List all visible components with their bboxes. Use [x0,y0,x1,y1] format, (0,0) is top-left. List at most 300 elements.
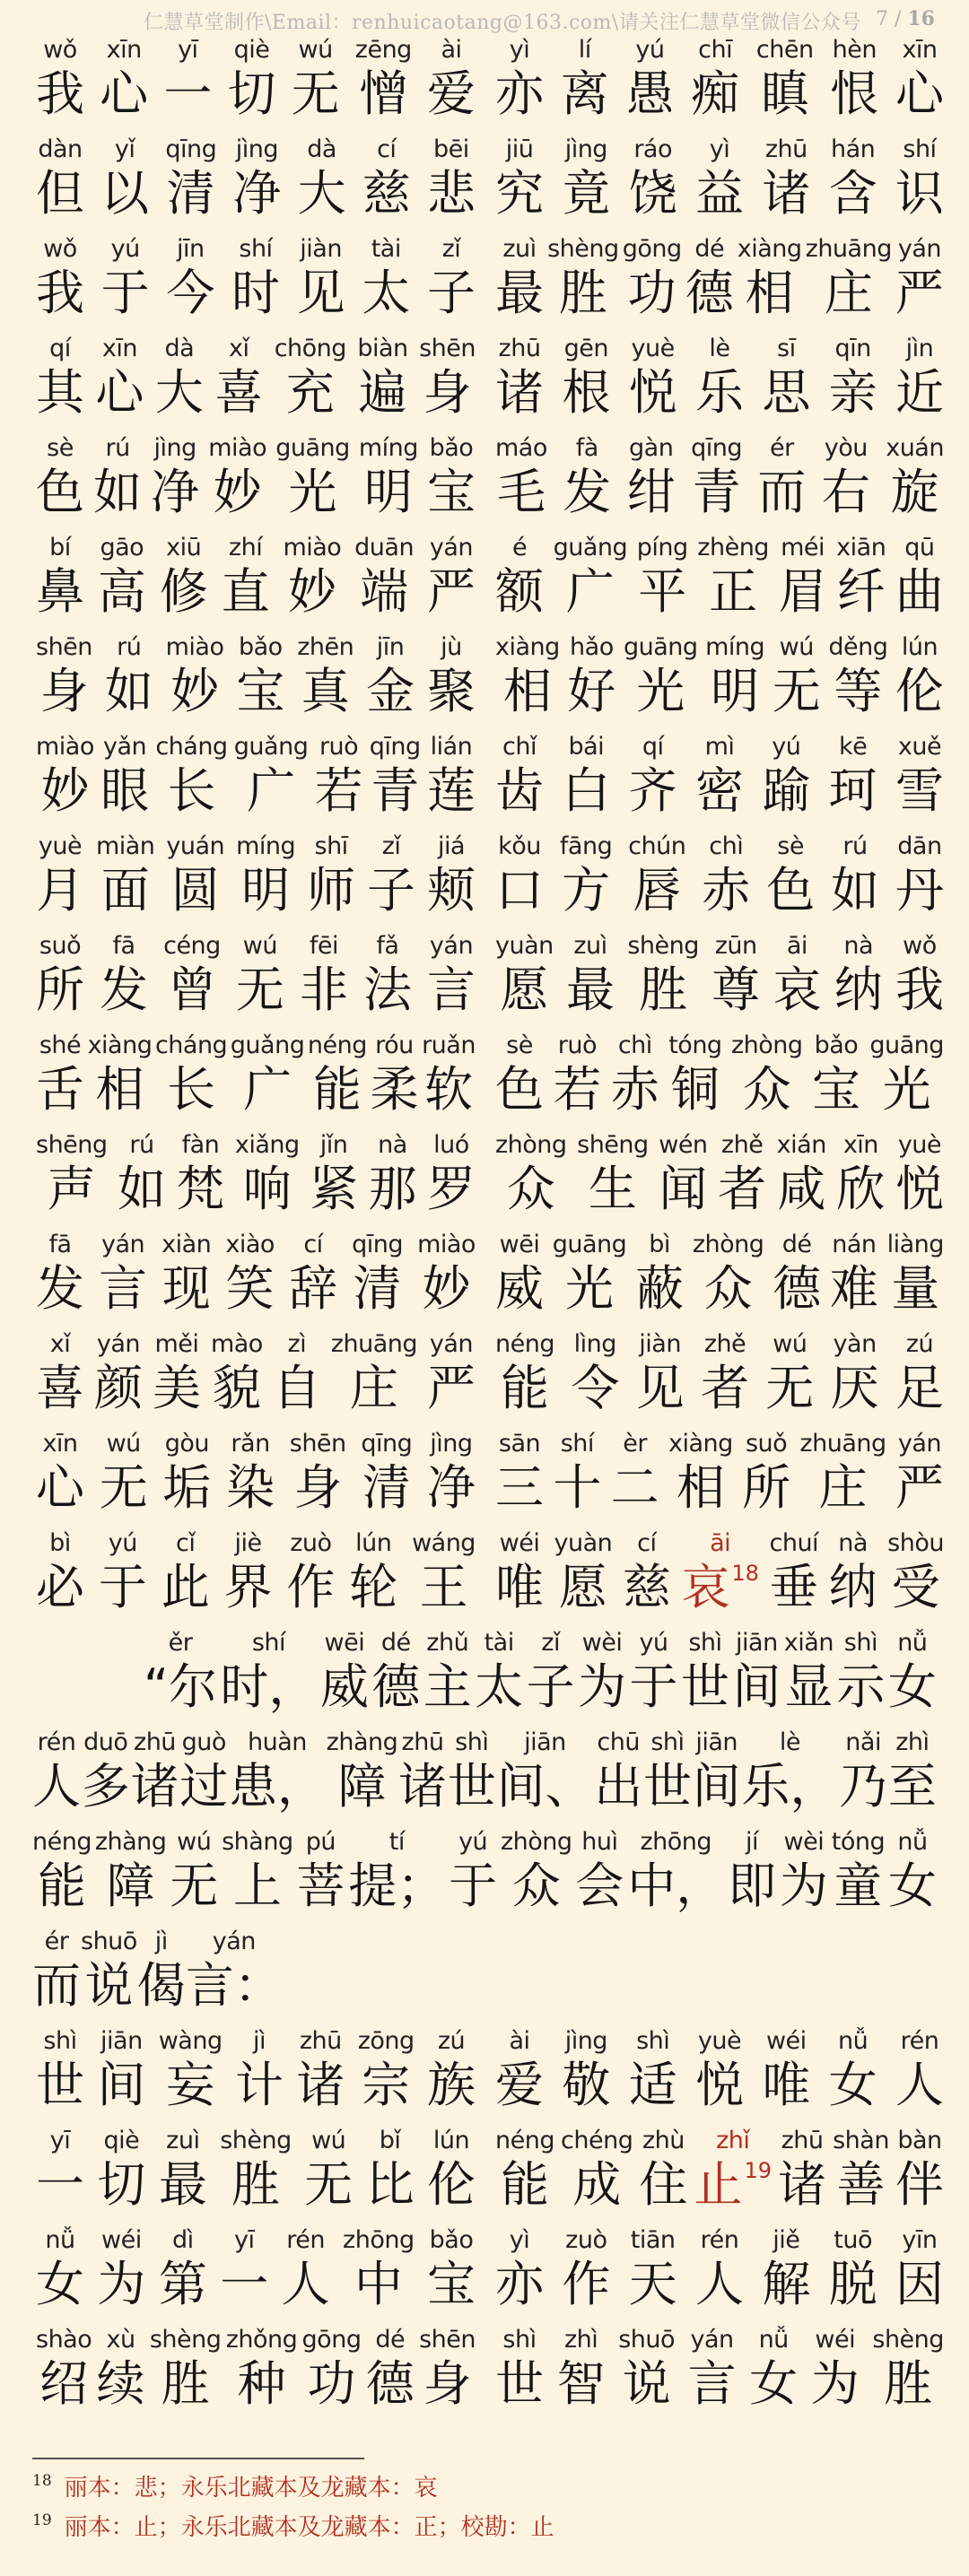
character-cell [36,34,84,122]
hanzi: 哀$^{18}$ [681,1559,759,1615]
hanzi: 益 [694,165,744,222]
character-cell [495,2324,544,2412]
hanzi: 密 [694,762,744,819]
character-cell [236,631,284,719]
character-cell [98,532,146,620]
pinyin: fàn [181,1131,220,1159]
hanzi: 量 [891,1260,940,1317]
character-cell [427,2025,476,2113]
hanzi: 喜 [36,1360,84,1416]
hanzi: 我 [895,962,944,1018]
hanzi: 上 [232,1858,282,1914]
verse-left-half [36,1129,476,1229]
pinyin: zǐ [381,832,401,860]
character-cell [495,731,544,819]
pinyin: zǐ [541,1629,560,1657]
pinyin: tóng [668,1031,722,1059]
character-cell [427,731,476,819]
verse-right-half [495,930,944,1030]
character-cell [331,1328,417,1416]
pinyin: biàn [357,335,408,362]
pinyin: èr [623,1430,648,1458]
verse-right-half [495,134,944,233]
pinyin: shì [43,2027,77,2055]
pinyin: míng [705,633,765,661]
character-cell [100,34,148,122]
hanzi: 而 [757,464,807,520]
character-cell [831,1328,879,1416]
pinyin: jǐn [319,1131,348,1159]
character-cell [711,930,760,1018]
hanzi: 纳 [828,1559,877,1615]
pinyin: wéi [815,2326,856,2354]
hanzi: 高 [97,563,146,620]
pinyin: zōng [357,2027,415,2055]
hanzi: 此 [161,1559,210,1615]
pinyin: yán [429,932,474,960]
pinyin: kǒu [498,832,541,860]
pinyin: āi [786,932,808,960]
hanzi: 庄 [824,265,873,321]
pinyin: jì [154,1928,168,1955]
hanzi: 曲 [895,563,944,620]
pinyin: méi [781,534,825,561]
pinyin: é [511,534,528,561]
prose-line [0,1926,969,2025]
character-cell [236,930,284,1018]
hanzi: 染 [226,1459,275,1516]
hanzi: 身 [39,663,89,719]
character-cell [100,930,148,1018]
pinyin: zhuāng [805,235,892,263]
pinyin: shèng [220,2127,292,2154]
footnotes [32,2468,938,2547]
character-cell [159,2025,223,2113]
verse-right-half [495,2025,944,2125]
pinyin: huì [581,1828,618,1856]
character-cell [688,2324,737,2412]
pinyin: yán [429,1330,474,1358]
verse-line [0,1428,969,1527]
hanzi: 二 [610,1459,659,1516]
pinyin: hèn [832,36,877,64]
pinyin: yú [458,1828,488,1856]
pinyin: zhū [764,135,808,163]
pinyin: shí [251,1629,286,1657]
hanzi: 于 [98,1559,147,1615]
character-cell [869,1030,944,1118]
hanzi: 威 [319,1658,369,1715]
hanzi: 显 [784,1658,834,1715]
hanzi: 白 [562,762,611,819]
character-cell [691,34,739,122]
hanzi: 妙 [40,762,90,819]
pinyin: yán [212,1928,256,1955]
pinyin: zhèng [697,534,769,561]
hanzi: 净 [232,165,282,222]
character-cell [495,34,544,122]
hanzi: 第 [158,2256,207,2312]
hanzi: 庄 [349,1360,398,1416]
pinyin: yǎn [103,733,147,761]
character-cell [577,1129,649,1217]
pinyin: shí [560,1430,594,1458]
pinyin: yì [709,135,730,163]
hanzi: 悲 [426,165,476,222]
character-cell [352,1229,403,1317]
character-cell [895,2025,944,2113]
pinyin: wú [242,932,277,960]
hanzi: 诸 [762,165,811,222]
hanzi: 竟 [562,165,611,222]
character-cell [282,2224,330,2312]
hanzi: 患， [228,1758,326,1815]
pinyin: lún [355,1529,392,1557]
character-cell [895,930,944,1018]
character-cell [624,631,698,719]
pinyin: kē [839,733,868,761]
hanzi: 严 [895,265,944,321]
hanzi: 铜 [670,1061,720,1118]
character-cell [36,2324,92,2412]
hanzi: 含 [828,165,877,222]
footnote-text: 丽本：悲；永乐北藏本及龙藏本：哀 [64,2475,438,2502]
hanzi: 爱 [495,2057,544,2113]
pinyin: gōng [622,235,682,263]
pinyin: xǐ [49,1330,71,1358]
pinyin: yǐ [114,135,135,163]
hanzi: 偈 [136,1957,186,2014]
character-cell [553,1229,627,1317]
verse-line [0,631,969,731]
character-cell [160,532,208,620]
character-cell [762,134,810,222]
hanzi: 言 [99,1260,148,1317]
hanzi: 恨 [830,65,879,122]
pinyin: tài [484,1629,514,1657]
pinyin: shòu [887,1529,944,1557]
character-cell [36,432,84,520]
pinyin: chéng [561,2127,633,2154]
hanzi: 纳 [834,962,883,1018]
pinyin: jīn [177,235,205,263]
character-cell [36,2224,84,2312]
character-cell [370,1030,418,1118]
pinyin: gōng [301,2326,362,2354]
pinyin: chuí [769,1529,819,1557]
character-cell [836,532,886,620]
hanzi: 多 [81,1758,130,1815]
character-cell [495,631,560,719]
hanzi: 相 [502,663,552,719]
character-cell [839,1727,887,1815]
pinyin: zhū [299,2027,342,2055]
pinyin: dé [380,1629,411,1657]
character-cell [623,233,682,321]
hanzi: 见 [296,265,345,321]
character-cell [812,1030,860,1118]
hanzi: 相 [745,265,794,321]
pinyin: dé [375,2326,406,2354]
character-cell [829,134,877,222]
pinyin: xiào [225,1231,275,1258]
hanzi: 能 [500,1360,549,1416]
hanzi: 广 [565,563,615,620]
character-cell [833,2125,889,2213]
verse-line [0,2125,969,2224]
character-cell [895,631,944,719]
hanzi: 至 [887,1758,937,1815]
hanzi: 适 [628,2057,677,2113]
verse-line [0,1229,969,1328]
character-cell [222,1826,292,1914]
character-cell [659,1129,707,1217]
hanzi: 太 [475,1658,524,1715]
pinyin: xiǎng [234,1131,300,1159]
character-cell [358,2025,415,2113]
hanzi: 饶 [628,165,677,222]
hanzi: 障 [337,1758,387,1815]
pinyin: ér [770,434,794,462]
pinyin: nǚ [45,2226,75,2254]
character-cell [895,1428,944,1516]
pinyin: suǒ [39,932,82,960]
hanzi: 宝 [811,1061,860,1118]
character-cell [449,1826,497,1914]
pinyin: tài [371,235,401,263]
character-cell [155,333,204,421]
hanzi: 宝 [236,663,285,719]
hanzi: 一 [36,2156,84,2213]
pinyin: jiè [234,1529,262,1557]
hanzi: 明 [241,862,291,918]
pinyin: cí [303,1231,323,1258]
hanzi: 为 [810,2355,860,2412]
hanzi: 亲 [828,364,877,421]
character-cell [705,631,764,719]
pinyin: dān [897,832,942,860]
character-cell [887,1229,944,1317]
hanzi: 美 [152,1360,201,1416]
character-cell [100,134,149,222]
hanzi: 伦 [895,663,944,719]
character-cell [290,1428,346,1516]
pinyin: jìng [564,135,607,163]
hanzi: 众 [511,1858,561,1914]
hanzi: 世 [447,1758,496,1815]
pinyin: lè [779,1728,800,1756]
pinyin: zhòng [500,1828,572,1856]
hanzi: 间 [692,1758,741,1815]
verse-left-half [36,1229,476,1328]
character-cell [495,2224,544,2312]
character-cell [349,1527,397,1615]
hanzi: 身 [423,364,472,421]
hanzi: 唇 [633,862,682,918]
pinyin: shēng [36,1131,108,1159]
verse-left-half [36,532,476,631]
hanzi: 世 [495,2355,544,2412]
hanzi: 大 [297,165,346,222]
pinyin: fà [575,434,598,462]
pinyin: liàng [886,1231,944,1258]
verse-left-half [36,2125,476,2224]
pinyin: bǎo [429,434,474,462]
character-cell [97,2224,145,2312]
hanzi: 说 [84,1957,134,2014]
character-cell [159,2125,207,2213]
hanzi: 愿 [500,962,549,1018]
pinyin: zhòng [495,1131,567,1159]
scripture-text [0,34,969,2424]
prose-line-body [32,1926,937,2025]
character-cell [756,34,814,122]
character-cell [695,731,744,819]
hanzi: 德 [685,265,734,321]
character-cell [762,2224,810,2312]
hanzi: 切 [97,2156,146,2213]
character-cell [236,831,295,918]
character-cell [310,1129,358,1217]
hanzi: 女 [828,2057,877,2113]
character-cell [561,2125,633,2213]
verse-right-half [495,2324,944,2424]
pinyin: zhōng [343,2226,415,2254]
pinyin: suǒ [745,1430,788,1458]
pinyin: bì [649,1231,670,1258]
character-cell [366,2324,415,2412]
pinyin: rú [105,434,130,462]
pinyin: xuán [886,434,944,462]
verse-right-half [495,432,944,532]
pinyin: yuán [166,832,225,860]
verse-left-half [36,1030,476,1129]
character-cell [495,930,554,1018]
character-cell [828,631,887,719]
character-cell [36,2025,84,2113]
pinyin: yú [772,733,801,761]
verse-line [0,831,969,930]
pinyin: chēn [755,36,814,64]
character-cell [757,432,806,520]
character-cell [777,1129,826,1217]
pinyin: dà [164,335,195,362]
hanzi: 色 [495,1061,544,1118]
hanzi: 垢 [162,1459,212,1516]
hanzi: 方 [562,862,611,918]
pinyin: bǎo [814,1031,859,1059]
pinyin: dà [307,135,336,163]
hanzi: 广 [247,762,296,819]
pinyin: rú [842,832,868,860]
character-cell [693,1229,764,1317]
pinyin: zhòng [692,1231,764,1258]
pinyin: yán [897,1430,942,1458]
hanzi: 响 [242,1161,292,1217]
hanzi: 说 [622,2355,671,2412]
character-cell [234,731,309,819]
pinyin: shí [239,235,273,263]
hanzi: 世 [36,2057,84,2113]
character-cell [100,1428,148,1516]
hanzi: 乐， [741,1758,839,1815]
character-cell [36,731,94,819]
hanzi: 能 [500,2156,549,2213]
character-cell [495,2125,554,2213]
character-cell [697,532,769,620]
pinyin: zhì [895,1728,930,1756]
character-cell [101,233,150,321]
prose-line [0,1826,969,1926]
hanzi: 心 [95,364,144,421]
pinyin: jìn [905,335,934,362]
hanzi: 功 [627,265,677,321]
character-cell [495,333,544,421]
pinyin: xiǎn [783,1629,834,1657]
hanzi: 但 [36,165,84,222]
character-cell [895,1129,944,1217]
hanzi: 等 [834,663,883,719]
pinyin: ér [44,1928,69,1955]
character-cell [888,1627,937,1715]
character-cell [571,1328,619,1416]
hanzi: 声 [47,1161,96,1217]
verse-left-half [36,1328,476,1428]
character-cell [895,333,944,421]
pinyin: hǎo [570,633,614,661]
hanzi: 止$^{19}$ [694,2156,772,2213]
verse-line [0,930,969,1030]
verse-right-half [495,731,944,831]
pinyin: yú [110,235,140,263]
character-cell [150,2324,222,2412]
hanzi: 人 [32,1758,81,1815]
pinyin: shī [314,832,348,860]
pinyin: chì [617,1031,652,1059]
character-cell [718,1129,766,1217]
character-cell [553,1030,601,1118]
hanzi: 王 [419,1559,468,1615]
pinyin: ruò [319,733,359,761]
hanzi: 憎 [359,65,408,122]
character-cell [151,432,199,520]
character-cell [762,731,810,819]
hanzi: 妄 [166,2057,215,2113]
pinyin: luó [433,1131,469,1159]
character-cell [36,1229,84,1317]
verse-right-half [495,1527,944,1627]
pinyin: yán [897,235,941,263]
pinyin: zhě [703,1330,746,1358]
hanzi: 言： [185,1957,283,2014]
character-cell [629,731,677,819]
hanzi: 诸 [130,1758,179,1815]
pinyin: xiū [166,534,202,561]
hanzi: 敬 [562,2057,611,2113]
character-cell [495,1030,544,1118]
character-cell [362,134,411,222]
hanzi: 喜 [214,364,264,421]
hanzi: 中， [627,1858,725,1914]
hanzi: 非 [299,962,348,1018]
pinyin: jù [441,633,462,661]
hanzi: 相 [95,1061,144,1118]
character-cell [495,134,544,222]
verse-right-half [495,1030,944,1129]
pinyin: fēi [309,932,338,960]
character-cell [100,731,149,819]
hanzi: 比 [365,2156,415,2213]
